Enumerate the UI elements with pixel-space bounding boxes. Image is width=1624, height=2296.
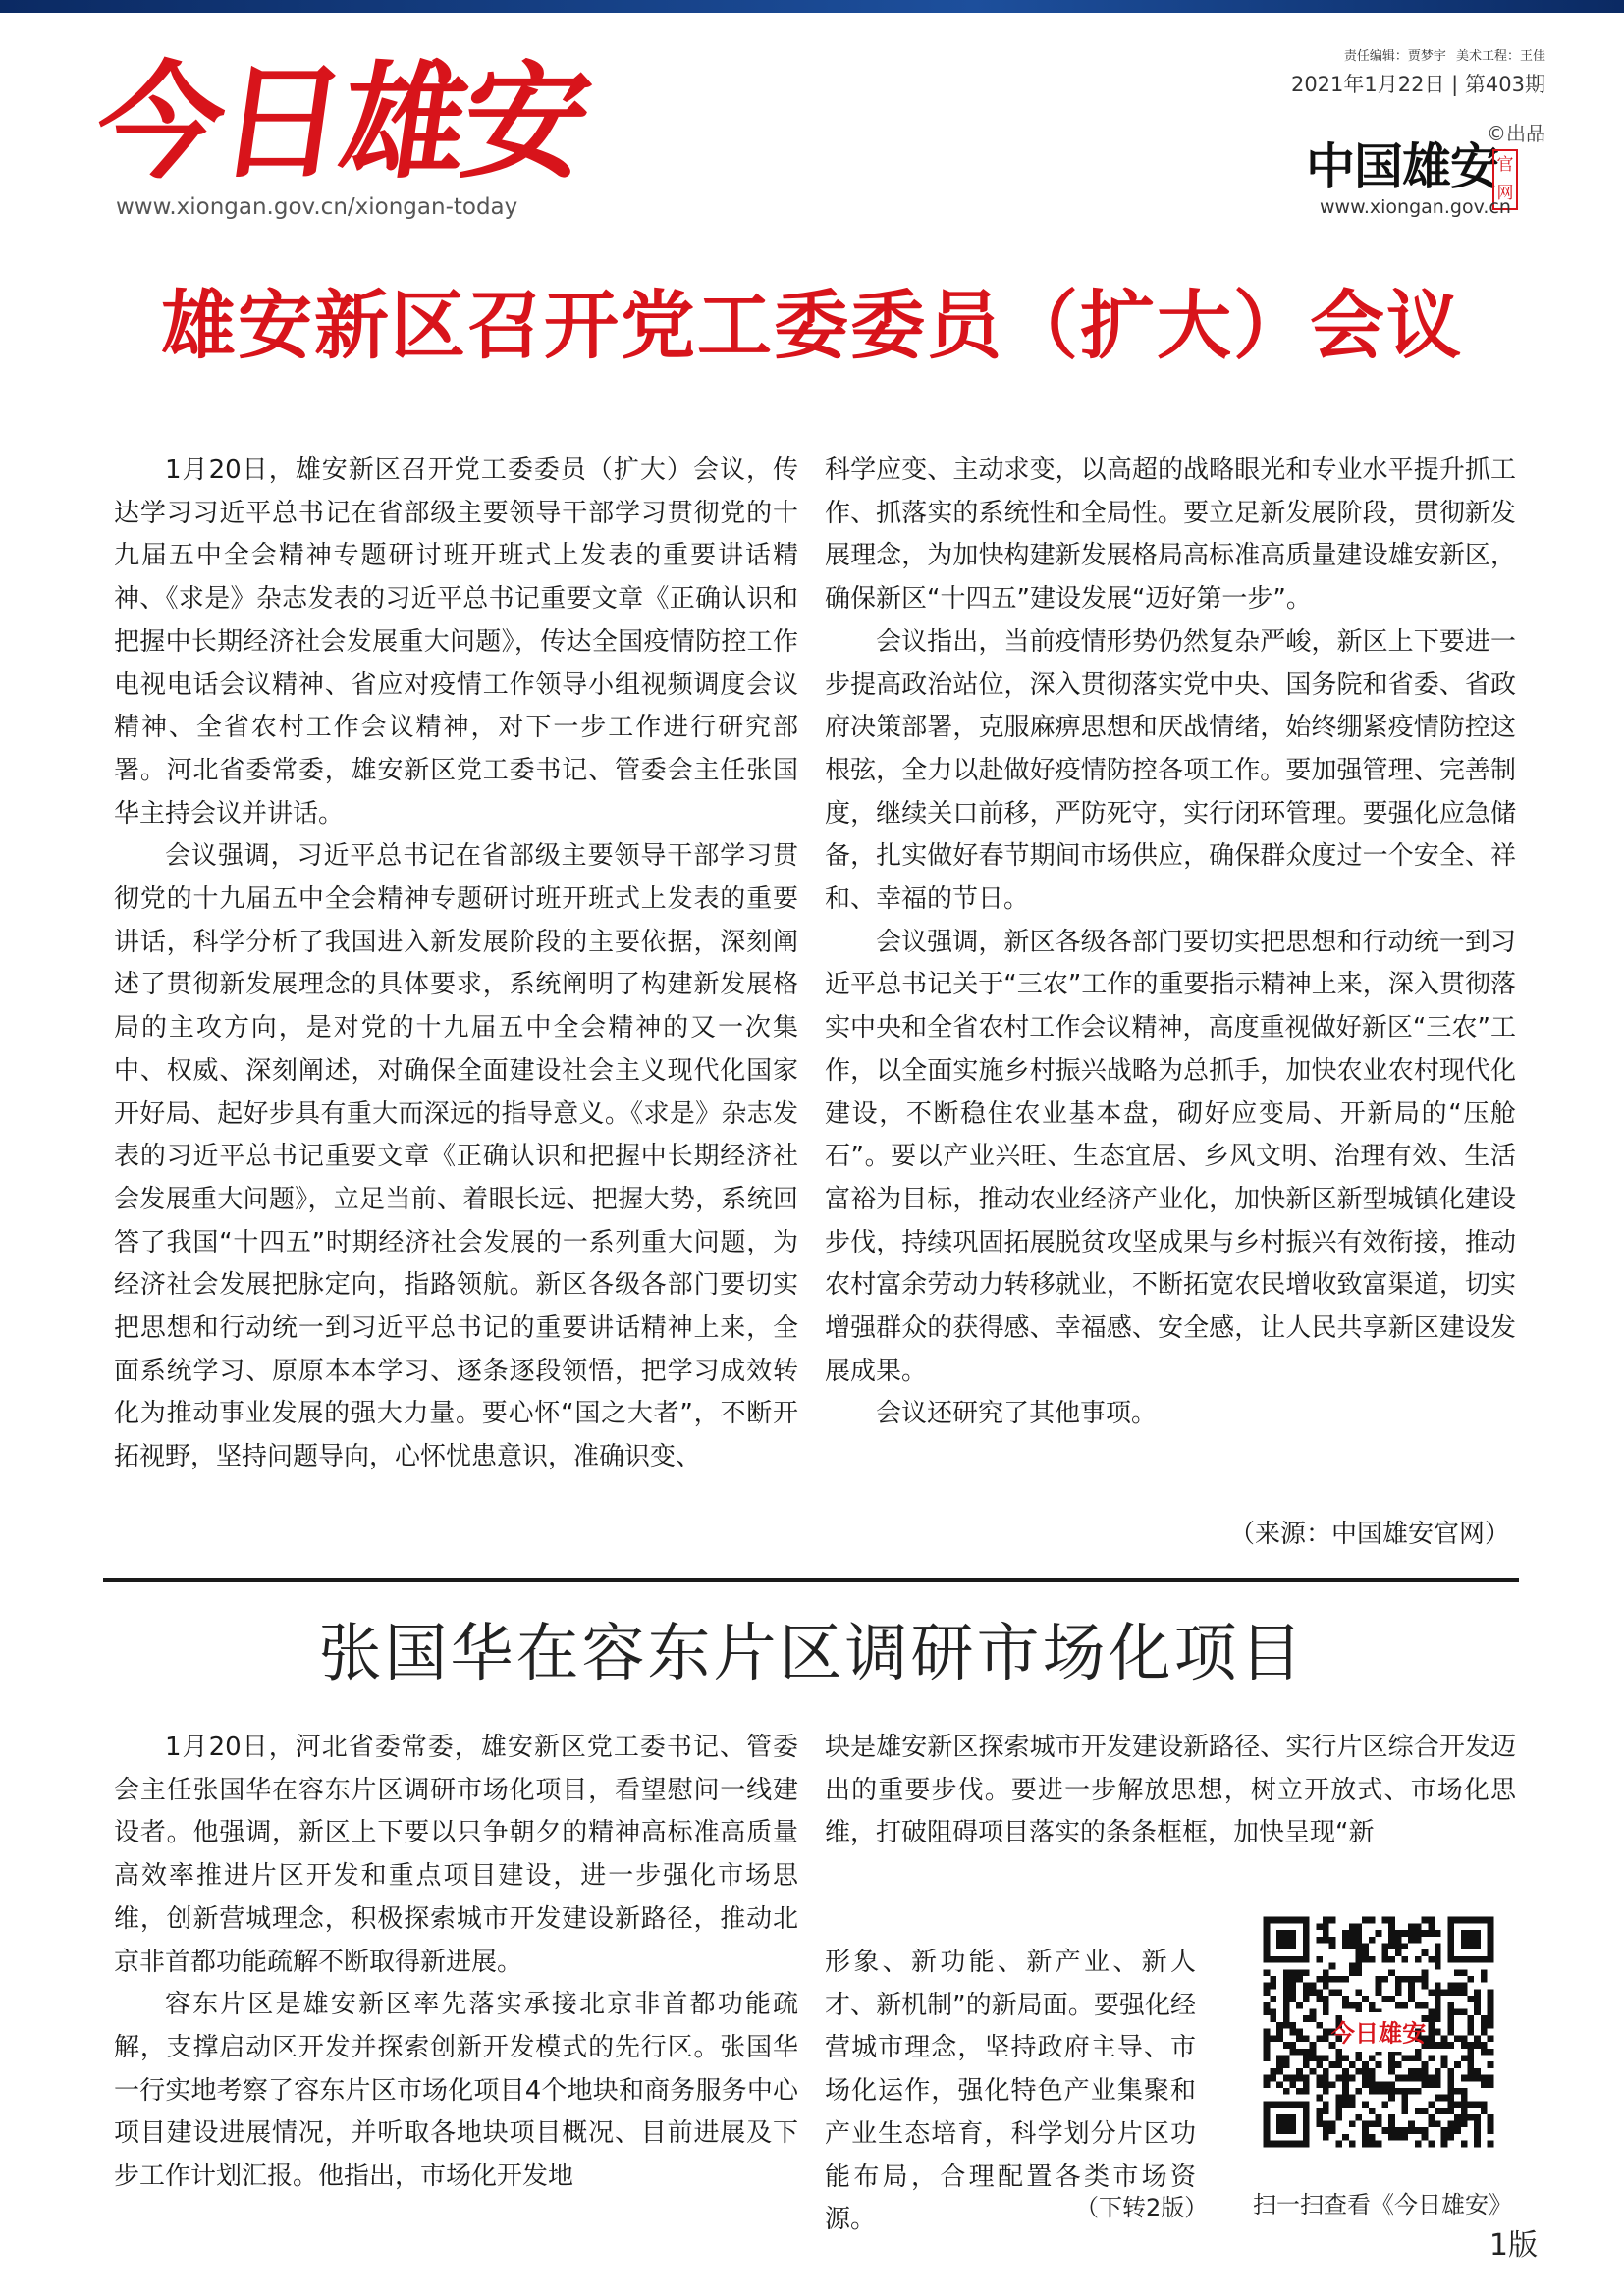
article2-left-column xyxy=(114,1727,798,2199)
producer-url[interactable]: www.xiongan.gov.cn xyxy=(1320,196,1511,218)
producer-note: ©出品 xyxy=(1487,122,1545,145)
article2-headline: 张国华在容东片区调研市场化项目 xyxy=(318,1618,1306,1690)
producer-seal: 官网 xyxy=(1492,149,1518,210)
credit-art: 美术工程：王佳 xyxy=(1455,49,1545,64)
issue-date: 2021年1月22日 | 第403期 xyxy=(1290,73,1545,96)
article1-paragraph: 会议强调，新区各级各部门要切实把思想和行动统一到习近平总书记关于“三农”工作的重要指示精神上来，深入贯彻落实中央和全省农村工作会议精神，高度重视做好新区“三农”工作，以全面实施乡村振兴战略为总抓手，加快农业农村现代化建设，不断稳住农业基本盘，砌好应变局、开新局的“压舱石”。要以产业兴旺、生态宜居、乡风文明、治理有效、生活富裕为目标，推动农业经济产业化，加快新区新型城镇化建设步伐，持续巩固拓展脱贫攻坚成果与乡村振兴有效衔接，推动农村富余劳动力转移就业，不断拓宽农民增收致富渠道，切实增强群众的获得感、幸福感、安全感，让人民共享新区建设发展成果。 xyxy=(825,927,1516,1386)
masthead-logo: 今日雄安 xyxy=(87,49,596,196)
article2-right-column-top xyxy=(825,1727,1516,1855)
article1-left-column xyxy=(114,450,798,1479)
section-divider xyxy=(103,1578,1519,1582)
credits xyxy=(1338,45,1545,64)
article1-paragraph: 会议指出，当前疫情形势仍然复杂严峻，新区上下要进一步提高政治站位，深入贯彻落实党中央、国务院和省委、省政府决策部署，克服麻痹思想和厌战情绪，始终绷紧疫情防控这根弦，全力以赴做好疫情防控各项工作。要加强管理、完善制度，继续关口前移，严防死守，实行闭环管理。要强化应急储备，扎实做好春节期间市场供应，确保群众度过一个安全、祥和、幸福的节日。 xyxy=(825,626,1516,915)
article1-paragraph: 会议强调，习近平总书记在省部级主要领导干部学习贯彻党的十九届五中全会精神专题研讨班开班式上发表的重要讲话，科学分析了我国进入新发展阶段的主要依据，深刻阐述了贯彻新发展理念的具体要求，系统阐明了构建新发展格局的主攻方向，是对党的十九届五中全会精神的又一次集中、权威、深刻阐述，对确保全面建设社会主义现代化国家开好局、起好步具有重大而深远的指导意义。《求是》杂志发表的习近平总书记重要文章《正确认识和把握中长期经济社会发展重大问题》，立足当前、着眼长远、把握大势，系统回答了我国“十四五”时期经济社会发展的一系列重大问题，为经济社会发展把脉定向，指路领航。新区各级各部门要切实把思想和行动统一到习近平总书记的重要讲话精神上来，全面系统学习、原原本本学习、逐条逐段领悟，把学习成效转化为推动事业发展的强大力量。要心怀“国之大者”，不断开拓视野，坚持问题导向，心怀忧患意识，准确识变、 xyxy=(114,841,798,1472)
article2-continuation-narrow: 形象、新功能、新产业、新人才、新机制”的新局面。要强化经营城市理念，坚持政府主导、市场化运作，强化特色产业集聚和产业生态培育，科学划分片区功能布局，合理配置各类市场资源。 xyxy=(825,1948,1196,2235)
continued-note: （下转2版） xyxy=(1075,2194,1209,2221)
article1-paragraph: 1月20日，雄安新区召开党工委委员（扩大）会议，传达学习习近平总书记在省部级主要领导干部学习贯彻党的十九届五中全会精神专题研讨班开班式上发表的重要讲话精神、《求是》杂志发表的习近平总书记重要文章《正确认识和把握中长期经济社会发展重大问题》，传达全国疫情防控工作电视电话会议精神、省应对疫情工作领导小组视频调度会议精神、全省农村工作会议精神，对下一步工作进行研究部署。河北省委常委，雄安新区党工委书记、管委会主任张国华主持会议并讲话。 xyxy=(114,455,798,828)
producer-logo: 中国雄安 xyxy=(1306,137,1498,195)
article1-right-column xyxy=(825,450,1516,1436)
credit-editor: 责任编辑：贾梦宇 xyxy=(1343,49,1446,64)
article1-headline: 雄安新区召开党工委委员（扩大）会议 xyxy=(161,282,1463,369)
article2-paragraph: 1月20日，河北省委常委，雄安新区党工委书记、管委会主任张国华在容东片区调研市场化项目，看望慰问一线建设者。他强调，新区上下要以只争朝夕的精神高标准高质量高效率推进片区开发和重点项目建设，进一步强化市场思维，创新营城理念，积极探索城市开发建设新路径，推动北京非首都功能疏解不断取得新进展。 xyxy=(114,1733,798,1977)
page-number: 1版 xyxy=(1489,2228,1538,2263)
article1-paragraph: 会议还研究了其他事项。 xyxy=(876,1399,1158,1429)
top-color-bar xyxy=(0,0,1624,13)
article2-continuation: 块是雄安新区探索城市开发建设新路径、实行片区综合开发迈出的重要步伐。要进一步解放思想，树立开放式、市场化思维，打破阻碍项目落实的条条框框，加快呈现“新 xyxy=(825,1733,1516,1848)
article2-paragraph: 容东片区是雄安新区率先落实承接北京非首都功能疏解，支撑启动区开发并探索创新开发模式的先行区。张国华一行实地考察了容东片区市场化项目4个地块和商务服务中心项目建设进展情况，并听取各地块项目概况、目前进展及下步工作计划汇报。他指出，市场化开发地 xyxy=(114,1990,798,2192)
qr-code[interactable] xyxy=(1257,1910,1500,2154)
masthead-url[interactable]: www.xiongan.gov.cn/xiongan-today xyxy=(116,194,518,220)
qr-center-label: 今日雄安 xyxy=(1330,2018,1427,2048)
qr-caption: 扫一扫查看《今日雄安》 xyxy=(1253,2191,1512,2218)
article1-continuation: 科学应变、主动求变，以高超的战略眼光和专业水平提升抓工作、抓落实的系统性和全局性。要立足新发展阶段，贯彻新发展理念，为加快构建新发展格局高标准高质量建设雄安新区，确保新区“十四五”建设发展“迈好第一步”。 xyxy=(825,455,1516,614)
article1-source: （来源：中国雄安官网） xyxy=(1228,1520,1510,1549)
